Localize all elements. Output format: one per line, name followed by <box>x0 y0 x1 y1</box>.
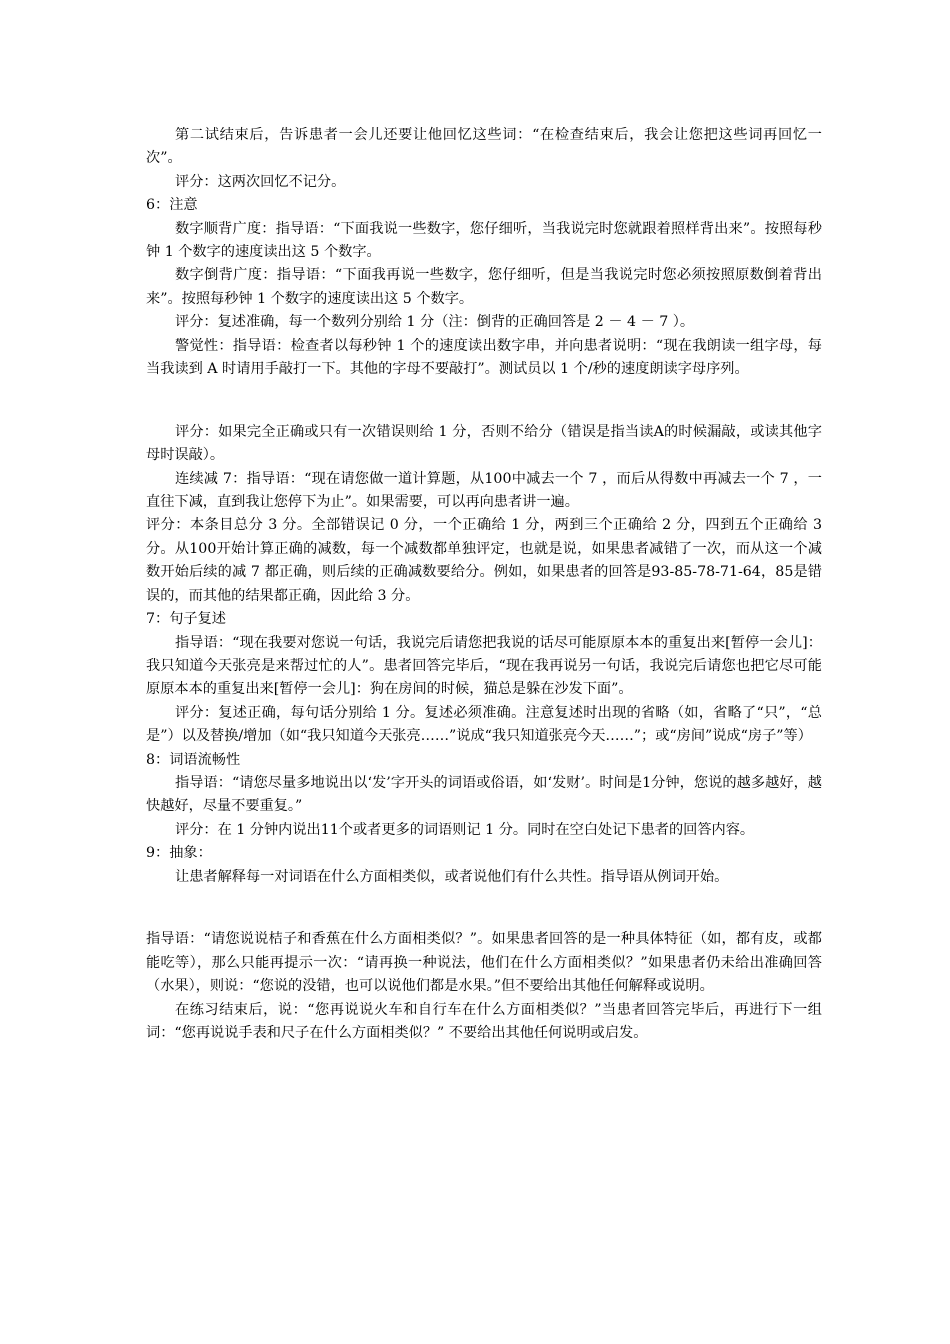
body-paragraph: 评分：这两次回忆不记分。 <box>175 173 346 190</box>
document-page <box>146 124 822 1045</box>
paragraph-spacer <box>146 903 822 914</box>
body-paragraph: 评分：如果完全正确或只有一次错误则给 1 分，否则不给分（错误是指当读A的时候漏敲，或读其他字母时误敲）。 <box>146 423 822 464</box>
body-paragraph: 指导语：“现在我要对您说一句话，我说完后请您把我说的话尽可能原原本本的重复出来[暂停一会儿]：我只知道今天张亮是来帮过忙的人”。患者回答完毕后，“现在我再说另一句话，我说完后请您也把它尽可能原原本本的重复出来[暂停一会儿]：狗在房间的时候，猫总是躲在沙发下面”。 <box>146 634 822 698</box>
section-heading: 6：注意 <box>146 197 198 214</box>
body-paragraph: 数字顺背广度：指导语：“下面我说一些数字，您仔细听，当我说完时您就跟着照样背出来”。按照每秒钟 1 个数字的速度读出这 5 个数字。 <box>146 220 822 261</box>
body-paragraph: 让患者解释每一对词语在什么方面相类似，或者说他们有什么共性。指导语从例词开始。 <box>175 868 729 885</box>
section-heading: 9：抽象： <box>146 845 212 862</box>
body-paragraph: 第二试结束后，告诉患者一会儿还要让他回忆这些词：“在检查结束后，我会让您把这些词再回忆一次”。 <box>146 127 822 167</box>
body-paragraph: 评分：在 1 分钟内说出11个或者更多的词语则记 1 分。同时在空白处记下患者的回答内容。 <box>175 821 755 838</box>
body-paragraph: 数字倒背广度：指导语：“下面我再说一些数字，您仔细听，但是当我说完时您必须按照原数倒着背出来”。按照每秒钟 1 个数字的速度读出这 5 个数字。 <box>146 267 822 307</box>
body-paragraph: 评分：本条目总分 3 分。全部错误记 0 分，一个正确给 1 分，两到三个正确给 2 分，四到五个正确给 3 分。从100开始计算正确的减数，每一个减数都单独评定，也就是说，如果患者减错了一次，而从这一个减数开始后续的减 7 都正确，则后续的正确减数要给分。例如，如果患者的回答是93-85-78-71-64，85是错误的，而其他的结果都正确，因此给 3 分。 <box>146 517 822 604</box>
section-heading: 7：句子复述 <box>146 611 226 628</box>
body-paragraph: 指导语：“请您说说桔子和香蕉在什么方面相类似？”。如果患者回答的是一种具体特征（如，都有皮，或都能吃等），那么只能再提示一次：“请再换一种说法，他们在什么方面相类似？”如果患者仍未给出准确回答（水果），则说：“您说的没错，也可以说他们都是水果。”但不要给出其他任何解释或说明。 <box>146 931 822 995</box>
body-paragraph: 连续减 7：指导语：“现在请您做一道计算题，从100中减去一个 7 ，而后从得数中再减去一个 7 ，一直往下减，直到我让您停下为止”。如果需要，可以再向患者讲一遍。 <box>146 470 822 511</box>
body-paragraph: 评分：复述正确，每句话分别给 1 分。复述必须准确。注意复述时出现的省略（如，省略了“只”，“总是”）以及替换/增加（如“我只知道今天张亮……”说成“我只知道张亮今天……”；或“房间”说成“房子”等） <box>146 704 822 745</box>
body-paragraph: 指导语：“请您尽量多地说出以‘发’字开头的词语或俗语，如‘发财’。时间是1分钟，您说的越多越好，越快越好，尽量不要重复。” <box>146 774 822 815</box>
body-paragraph: 评分：复述准确，每一个数列分别给 1 分（注：倒背的正确回答是 2 － 4 － 7 ）。 <box>175 314 695 331</box>
section-heading: 8：词语流畅性 <box>146 751 241 768</box>
paragraph-spacer <box>146 396 822 407</box>
body-paragraph: 在练习结束后，说：“您再说说火车和自行车在什么方面相类似？”当患者回答完毕后，再进行下一组词：“您再说说手表和尺子在什么方面相类似？” 不要给出其他任何说明或启发。 <box>146 1001 822 1041</box>
body-paragraph: 警觉性：指导语：检查者以每秒钟 1 个的速度读出数字串，并向患者说明：“现在我朗读一组字母，每当我读到 A 时请用手敲打一下。其他的字母不要敲打”。测试员以 1 个/秒的速度朗读字母序列。 <box>146 337 822 378</box>
